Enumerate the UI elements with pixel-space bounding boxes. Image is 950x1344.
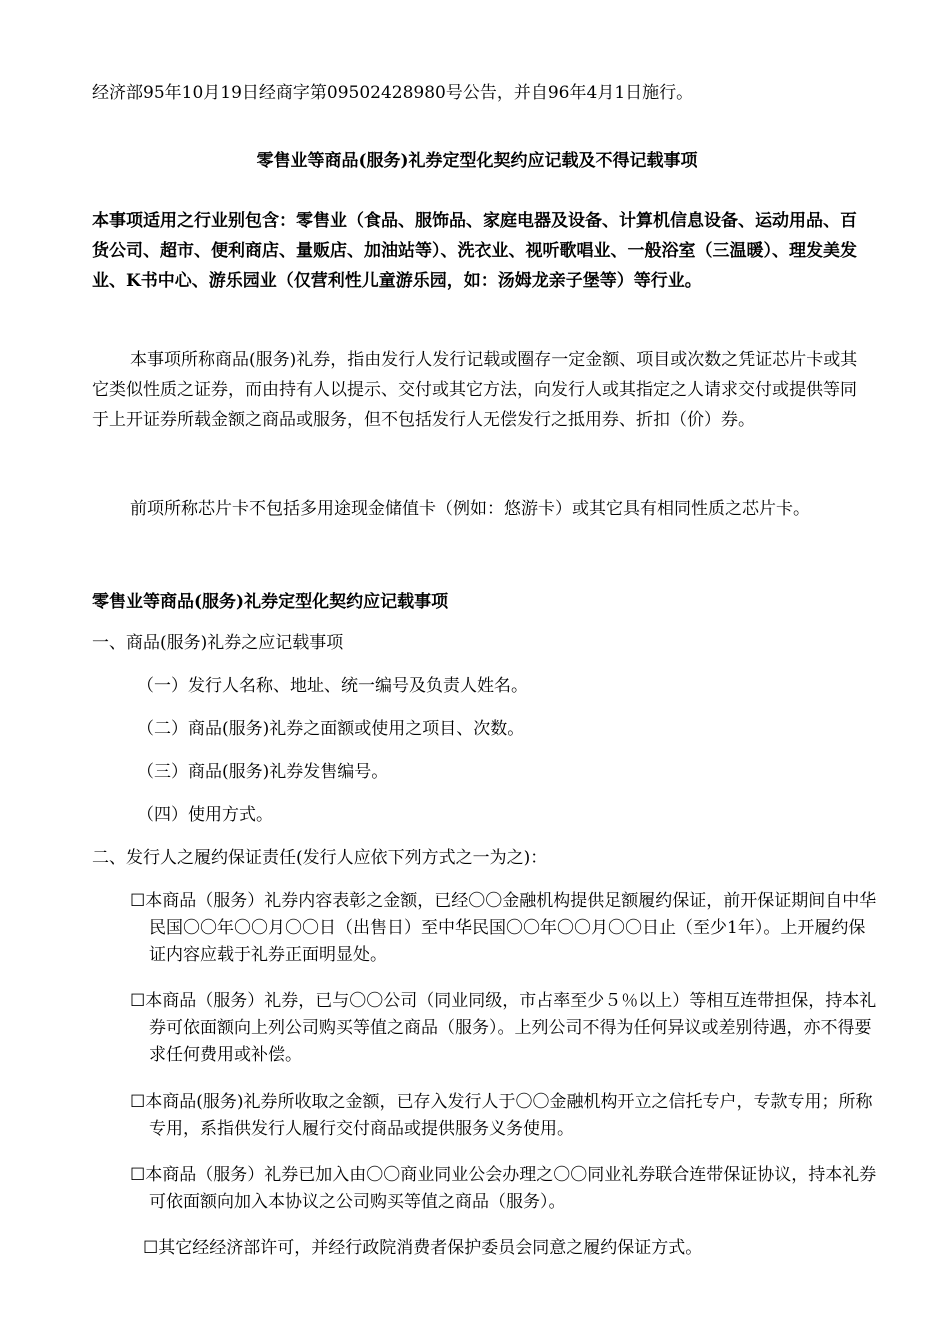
guarantee-option-2 [130,988,879,1069]
guarantee-option-1 [130,888,879,969]
part1-item-2: （二）商品(服务)礼券之面额或使用之项目、次数。 [137,719,525,739]
chip-card-note: 前项所称芯片卡不包括多用途现金储值卡（例如：悠游卡）或其它具有相同性质之芯片卡。 [130,499,810,519]
document-title: 零售业等商品(服务)礼券定型化契约应记载及不得记载事项 [256,151,698,171]
checkbox-icon[interactable]: ☐ [130,891,146,911]
part2-heading: 二、发行人之履约保证责任(发行人应依下列方式之一为之)： [92,848,548,868]
guarantee-option-text: 本商品(服务)礼券所收取之金额，已存入发行人于〇〇金融机构开立之信托专户，专款专用；所称专用，系指供发行人履行交付商品或提供服务义务使用。 [145,1092,873,1139]
checkbox-icon[interactable]: ☐ [130,1165,146,1185]
guarantee-option-text: 其它经经济部许可，并经行政院消费者保护委员会同意之履约保证方式。 [158,1238,703,1258]
definition-paragraph: 本事项所称商品(服务)礼券，指由发行人发行记载或圈存一定金额、项目或次数之凭证芯片卡或其它类似性质之证券，而由持有人以提示、交付或其它方法，向发行人或其指定之人请求交付或提供等同于上开证券所载金额之商品或服务，但不包括发行人无偿发行之抵用券、折扣（价）券。 [92,350,858,430]
part1-item-1: （一）发行人名称、地址、统一编号及负责人姓名。 [137,676,528,696]
guarantee-option-3 [130,1089,879,1143]
part1-item-4: （四）使用方式。 [137,805,273,825]
part1-heading: 一、商品(服务)礼券之应记载事项 [92,633,344,653]
checkbox-icon[interactable]: ☐ [130,991,146,1011]
checkbox-icon[interactable]: ☐ [130,1092,146,1112]
guarantee-option-text: 本商品（服务）礼券，已与〇〇公司（同业同级，市占率至少５％以上）等相互连带担保，持本礼券可依面额向上列公司购买等值之商品（服务）。上列公司不得为任何异议或差别待遇，亦不得要求任何费用或补偿。 [145,991,877,1065]
checkbox-icon[interactable]: ☐ [143,1238,159,1258]
guarantee-option-text: 本商品（服务）礼券已加入由〇〇商业同业公会办理之〇〇同业礼券联合连带保证协议，持本礼券可依面额向加入本协议之公司购买等值之商品（服务）。 [145,1165,877,1212]
scope-paragraph: 本事项适用之行业别包含：零售业（食品、服饰品、家庭电器及设备、计算机信息设备、运动用品、百货公司、超市、便利商店、量贩店、加油站等）、洗衣业、视听歌唱业、一般浴室（三温暖）、理发美发业、K书中心、游乐园业（仅营利性儿童游乐园，如：汤姆龙亲子堡等）等行业。 [92,211,857,291]
part1-item-3: （三）商品(服务)礼券发售编号。 [137,762,389,782]
guarantee-option-text: 本商品（服务）礼券内容表彰之金额，已经〇〇金融机构提供足额履约保证，前开保证期间自中华民国〇〇年〇〇月〇〇日（出售日）至中华民国〇〇年〇〇月〇〇日止（至少1年）。上开履约保证内容应载于礼券正面明显处。 [145,891,877,965]
announcement-line: 经济部95年10月19日经商字第09502428980号公告，并自96年4月1日施行。 [92,83,694,103]
guarantee-option-5 [143,1235,882,1262]
section-heading: 零售业等商品(服务)礼券定型化契约应记载事项 [92,592,449,612]
guarantee-option-4 [130,1162,879,1216]
